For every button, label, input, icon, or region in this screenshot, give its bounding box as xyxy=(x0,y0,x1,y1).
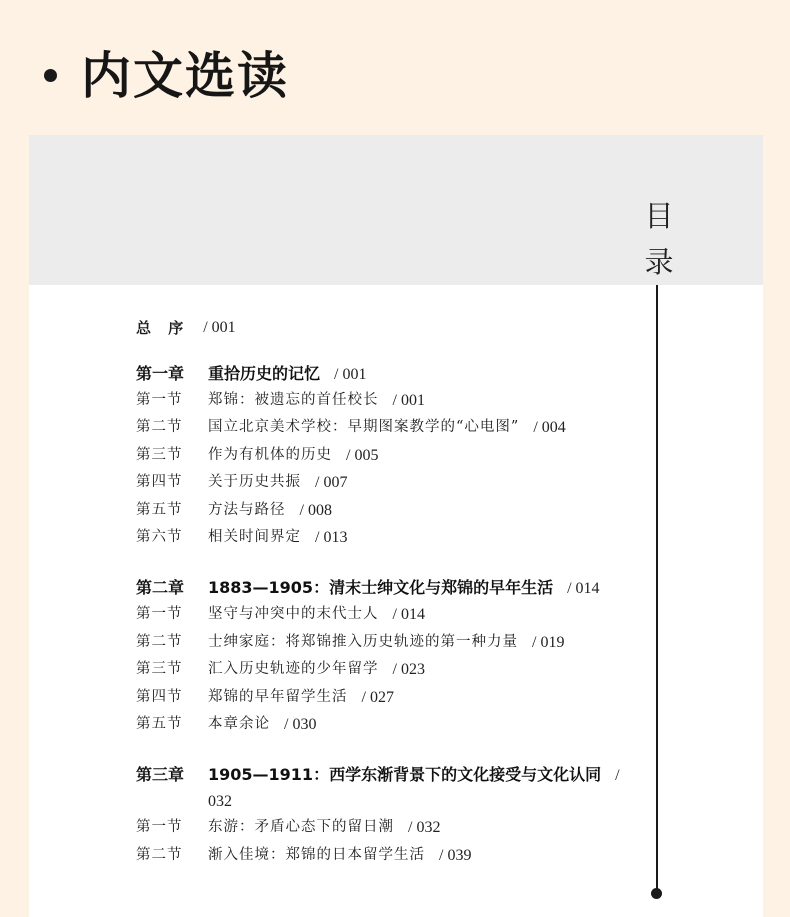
section-number: 第一节 xyxy=(136,819,183,836)
section-title: 渐入佳境：郑锦的日本留学生活 xyxy=(208,846,425,863)
toc-title-char: 录 xyxy=(644,245,674,279)
section-row xyxy=(136,601,646,628)
chapter-title: 重拾历史的记忆 xyxy=(208,364,321,383)
bullet-dot xyxy=(44,69,57,82)
toc-title-char: 目 xyxy=(644,199,674,233)
toc-preface xyxy=(136,317,646,339)
chapter-title-line xyxy=(208,361,626,387)
section-title: 本章余论 xyxy=(208,716,270,733)
section-row xyxy=(136,524,646,551)
section-title: 关于历史共振 xyxy=(208,474,301,491)
section-title: 作为有机体的历史 xyxy=(208,446,332,463)
section-row xyxy=(136,387,646,414)
section-number: 第一节 xyxy=(136,392,183,408)
page-number: / 007 xyxy=(315,474,348,492)
page-number: / 032 xyxy=(208,767,620,811)
chapter-number: 第二章 xyxy=(136,578,185,598)
book-page xyxy=(29,135,763,917)
section-number: 第二节 xyxy=(136,633,183,650)
page-number: / 014 xyxy=(567,580,600,598)
section-number: 第一节 xyxy=(136,606,183,623)
page-number: / 001 xyxy=(392,392,425,409)
section-number: 第三节 xyxy=(136,446,183,463)
page-number: / 014 xyxy=(392,606,425,624)
section-row xyxy=(136,414,646,441)
section-row xyxy=(136,469,646,496)
preface-label: 总 序 xyxy=(136,319,190,337)
page-number: / 023 xyxy=(392,661,425,679)
chapter-number: 第一章 xyxy=(136,364,185,383)
section-number: 第二节 xyxy=(136,419,183,436)
section-number: 第四节 xyxy=(136,688,183,705)
toc-chapter xyxy=(136,361,646,551)
section-title: 东游：矛盾心态下的留日潮 xyxy=(208,819,394,836)
chapter-title: 1883—1905：清末士绅文化与郑锦的早年生活 xyxy=(208,578,554,598)
page-number: / 004 xyxy=(533,419,566,437)
section-title: 相关时间界定 xyxy=(208,529,301,546)
section-heading-text: 内文选读 xyxy=(81,46,289,105)
section-title: 郑锦：被遗忘的首任校长 xyxy=(208,392,379,408)
section-row xyxy=(136,814,646,841)
toc-chapter xyxy=(136,762,646,869)
section-row xyxy=(136,656,646,683)
page-number: / 032 xyxy=(408,819,441,837)
section-title: 方法与路径 xyxy=(208,501,286,518)
toc-list xyxy=(136,317,646,893)
page-number: / 008 xyxy=(299,501,332,519)
section-number: 第四节 xyxy=(136,474,183,491)
section-number: 第五节 xyxy=(136,716,183,733)
page-number: / 001 xyxy=(334,366,367,383)
page-number: / 013 xyxy=(315,529,348,547)
chapter-row xyxy=(136,762,646,814)
section-title: 坚守与冲突中的末代士人 xyxy=(208,606,379,623)
section-number: 第六节 xyxy=(136,529,183,546)
chapter-title: 1905—1911：西学东渐背景下的文化接受与文化认同 xyxy=(208,765,602,785)
section-number: 第五节 xyxy=(136,501,183,518)
section-heading xyxy=(44,36,289,108)
section-row xyxy=(136,842,646,869)
toc-title xyxy=(637,193,681,285)
section-row xyxy=(136,497,646,524)
chapter-row xyxy=(136,575,646,601)
page-number: / 030 xyxy=(284,716,317,734)
page-number: / 039 xyxy=(439,846,472,864)
chapter-title-line xyxy=(208,762,626,814)
chapter-title-line xyxy=(208,575,626,601)
section-number: 第三节 xyxy=(136,661,183,678)
section-title: 国立北京美术学校：早期图案教学的“心电图” xyxy=(208,419,520,436)
toc-chapter xyxy=(136,575,646,738)
chapter-row xyxy=(136,361,646,387)
section-row xyxy=(136,684,646,711)
page-number: / 005 xyxy=(346,446,379,464)
page-number: / 027 xyxy=(361,688,394,706)
page-number: / 001 xyxy=(203,319,236,336)
section-row xyxy=(136,629,646,656)
page-number: / 019 xyxy=(532,633,565,651)
section-row xyxy=(136,442,646,469)
section-row xyxy=(136,711,646,738)
section-title: 汇入历史轨迹的少年留学 xyxy=(208,661,379,678)
section-title: 士绅家庭：将郑锦推入历史轨迹的第一种力量 xyxy=(208,633,518,650)
decorative-line-end-dot xyxy=(651,888,662,899)
chapter-number: 第三章 xyxy=(136,765,185,785)
section-number: 第二节 xyxy=(136,846,183,863)
section-title: 郑锦的早年留学生活 xyxy=(208,688,348,705)
decorative-vertical-line xyxy=(656,285,658,893)
